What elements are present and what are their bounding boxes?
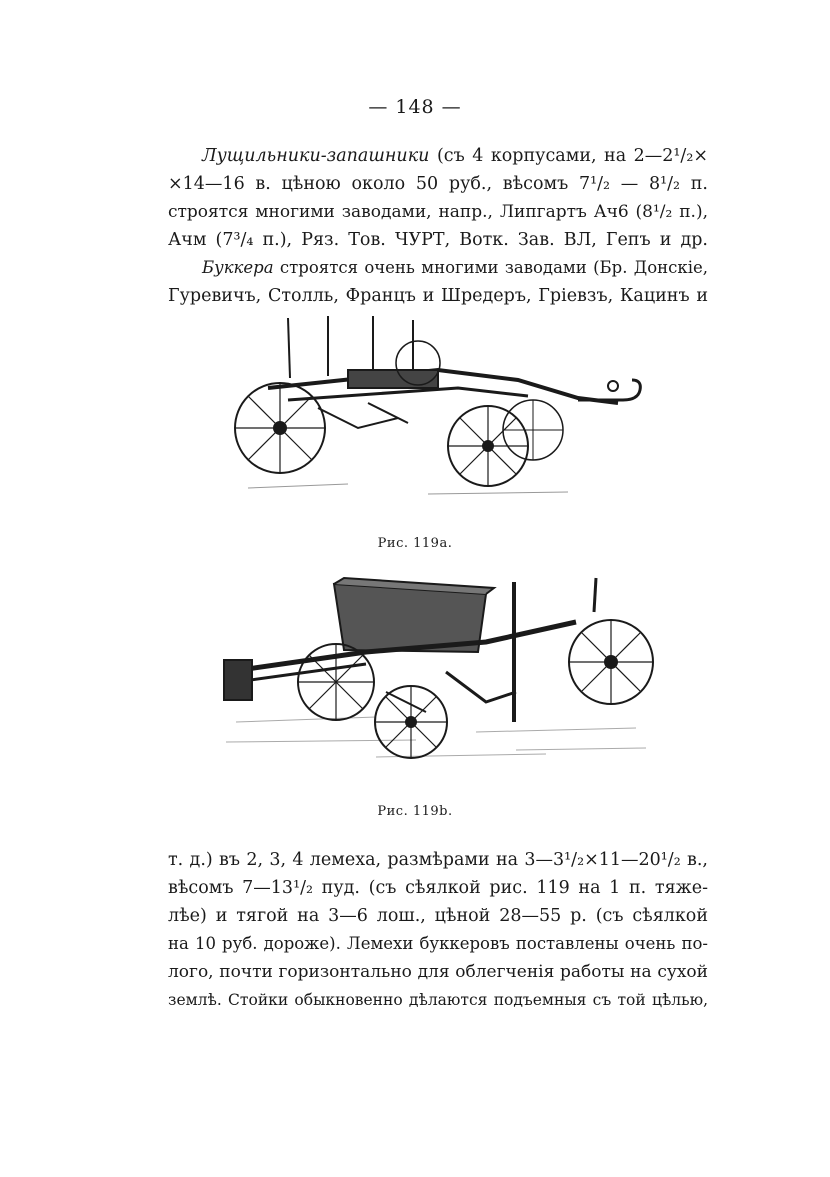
line-text: ×14—16 в. цѣною около 50 руб., вѣсомъ 7¹/₂ — 8¹/₂ п. (168, 174, 708, 194)
line-text: (съ 4 корпусами, на 2—2¹/₂× (429, 146, 708, 166)
text-line (168, 198, 708, 226)
text-line: землѣ. Стойки обыкновенно дѣлаются подъемныя съ той цѣлью, (168, 991, 708, 1009)
italic-term: Лущильники-запашники (202, 146, 430, 166)
top-paragraph (168, 142, 708, 310)
text-line (168, 282, 708, 310)
bottom-paragraph (168, 846, 708, 1014)
figure-119b-caption: Рис. 119b. (377, 804, 453, 819)
line-text: Гуревичъ, Столль, Францъ и Шредеръ, Гріевзъ, Кацинъ и (168, 286, 708, 306)
line-text: Ачм (7³/₄ п.), Ряз. Тов. ЧУРТ, Вотк. Зав. ВЛ, Гепъ и др. (168, 230, 708, 250)
figure-119b-illustration (216, 572, 656, 772)
text-line: вѣсомъ 7—13¹/₂ пуд. (съ сѣялкой рис. 119 на 1 п. тяже- (168, 878, 708, 898)
text-line (168, 142, 708, 170)
figure-119a-illustration (228, 308, 668, 508)
line-text: строятся очень многими заводами (Бр. Донскіе, (273, 258, 708, 277)
italic-term: Буккера (202, 258, 274, 277)
text-line (168, 226, 708, 254)
text-line: на 10 руб. дороже). Лемехи буккеровъ поставлены очень по- (168, 934, 708, 953)
text-line: т. д.) въ 2, 3, 4 лемеха, размѣрами на 3—3¹/₂×11—20¹/₂ в., (168, 850, 708, 870)
text-line: лого, почти горизонтально для облегченія работы на сухой (168, 962, 708, 982)
text-line: лѣе) и тягой на 3—6 лош., цѣной 28—55 р. (съ сѣялкой (168, 906, 708, 926)
line-text: строятся многими заводами, напр., Липгартъ Ач6 (8¹/₂ п.), (168, 202, 708, 222)
page-number: — 148 — (368, 96, 462, 118)
text-line (168, 170, 708, 198)
text-line (168, 254, 708, 282)
figure-119a-caption: Рис. 119a. (377, 536, 453, 551)
